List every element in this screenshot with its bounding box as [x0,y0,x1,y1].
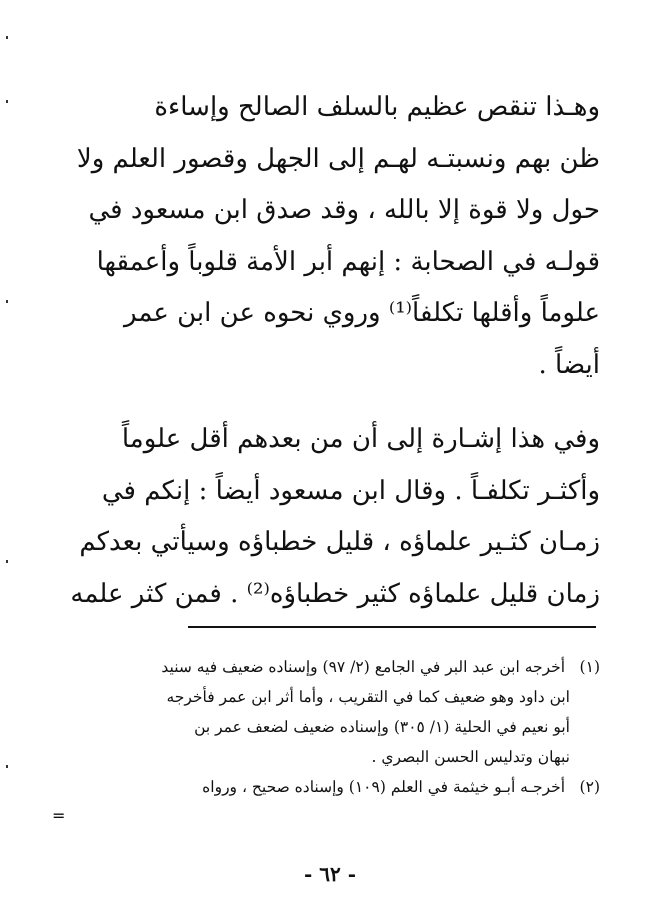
main-paragraph-1 [76,82,600,391]
scan-speck [6,100,8,103]
footnotes [60,652,600,802]
footnote-line [60,652,600,682]
text-line: زمان قليل علماؤه كثير خطباؤه⁽²⁾ . فمن كثر علمه [70,578,600,609]
text-line: وفي هذا إشـارة إلى أن من بعدهم أقل علوماً [121,424,600,454]
footnote-line: أبو نعيم في الحلية (١/ ٣٠٥) وإسناده ضعيف لضعف عمر بن [194,718,570,736]
text-line: علوماً وأقلها تكلفاً⁽¹⁾ وروي نحوه عن ابن عمر [123,298,600,328]
scan-speck [6,560,8,563]
footnote-text: أخرجه ابن عبد البر في الجامع (٢/ ٩٧) وإسناده ضعيف فيه سنيد [161,658,566,676]
text-line: قولـه في الصحابة : إنهم أبر الأمة قلوباً وأعمقها [96,246,600,277]
text-line: وهـذا تنقص عظيم بالسلف الصالح وإساءة [154,92,600,122]
footnote-number: (١) [579,658,600,676]
text-line: زمـان كثـير علماؤه ، قليل خطباؤه وسيأتي بعدكم [79,527,600,557]
footnote-1 [60,652,600,772]
page-number: - ٦٢ - [303,862,356,886]
footnote-line [60,772,600,802]
text-line: ظن بهم ونسبتـه لهـم إلى الجهل وقصور العلم ولا [76,143,600,174]
footnote-continuation-mark: = [52,806,66,825]
scan-speck [6,765,8,768]
scan-speck [6,300,8,303]
footnote-divider [188,626,596,628]
main-paragraph-2 [70,414,600,620]
text-line: أيضاً . [538,349,600,380]
footnote-line: ابن داود وهو ضعيف كما في التقريب ، وأما أثر ابن عمر فأخرجه [166,688,570,706]
footnote-2 [60,772,600,802]
footnote-number: (٢) [579,778,600,796]
footnote-line: نبهان وتدليس الحسن البصري . [371,748,570,766]
scan-speck [6,36,8,39]
footnote-text: أخرجـه أبـو خيثمة في العلم (١٠٩) وإسناده صحيح ، ورواه [202,778,566,796]
text-line: وأكثـر تكلفـاً . وقال ابن مسعود أيضاً : إنكم في [101,475,600,506]
text-line: حول ولا قوة إلا بالله ، وقد صدق ابن مسعود في [88,195,600,225]
